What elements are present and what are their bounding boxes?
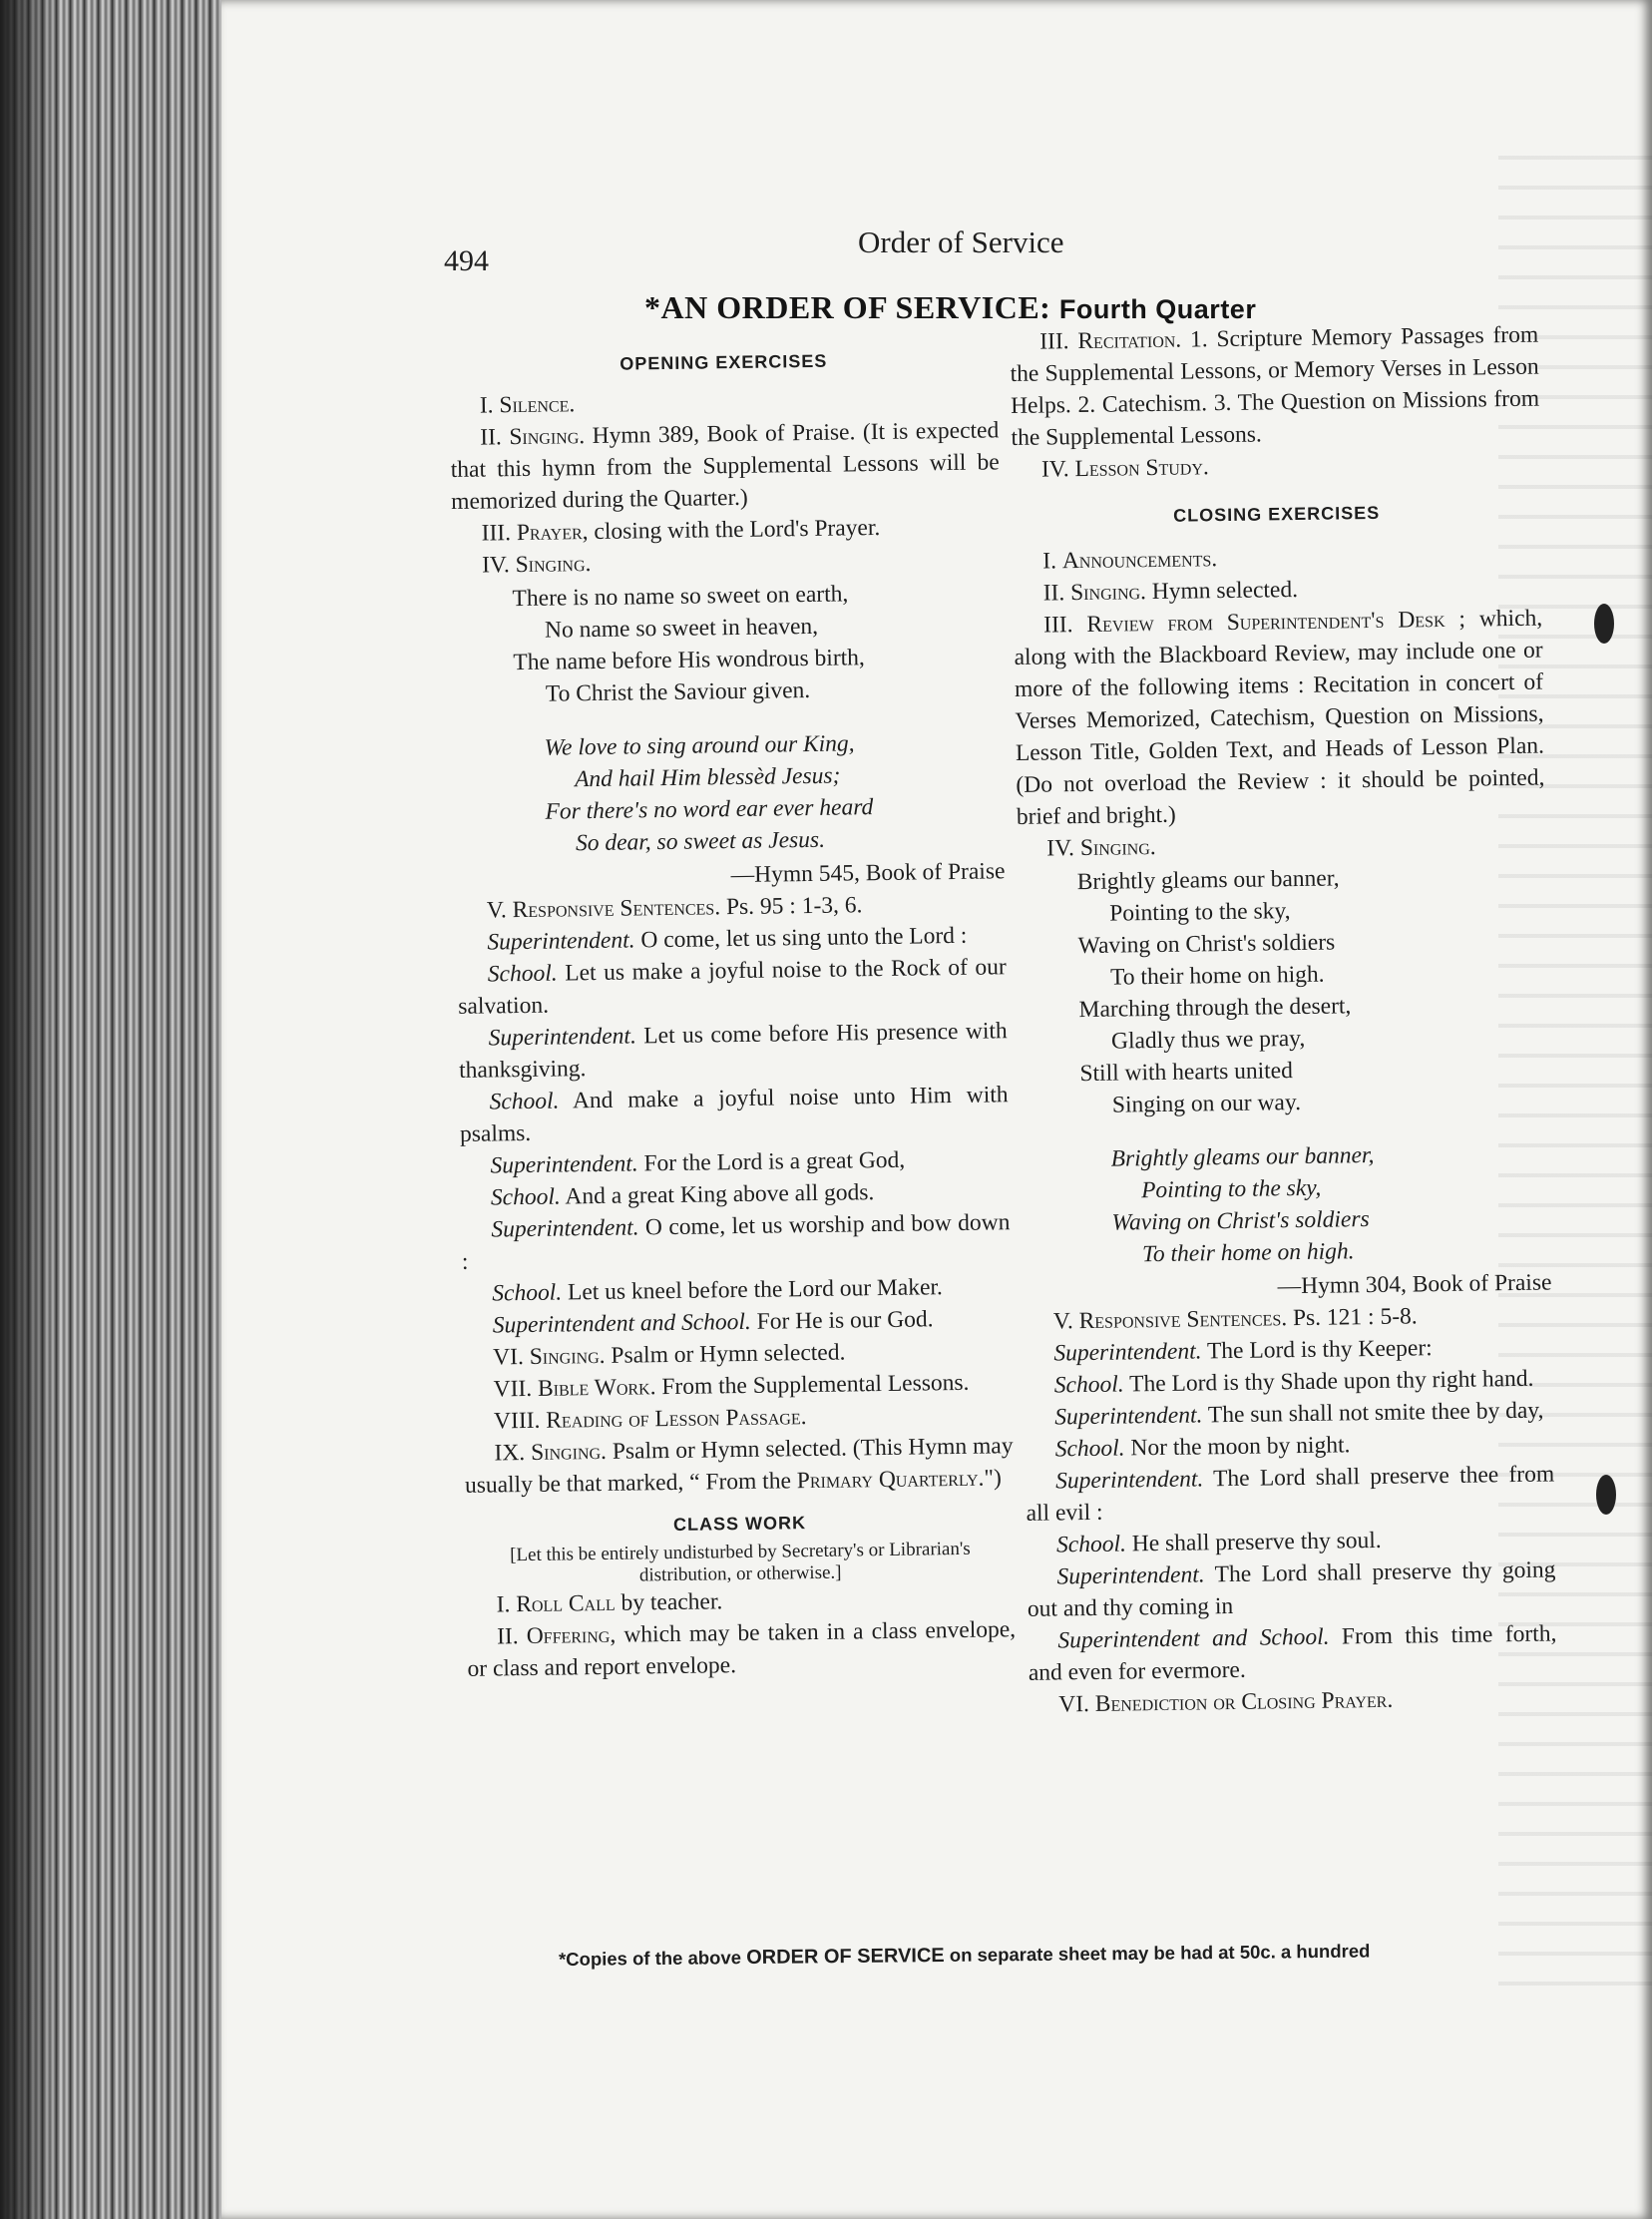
item-announcements: I. Announcements. [1042, 546, 1218, 575]
item-bible-work: VII. Bible Work. From the Supplemental Lessons. [493, 1369, 970, 1403]
response-line: School. Let us make a joyful noise to the Rock of our salvation. [458, 954, 1007, 1020]
item-silence: I. Silence. [479, 391, 576, 419]
item-roll-call: I. Roll Call by teacher. [496, 1588, 723, 1618]
response-line: Superintendent. The Lord shall preserve thee from all evil : [1026, 1461, 1555, 1527]
hymn-attribution: —Hymn 304, Book of Praise [1277, 1269, 1552, 1300]
hymn-attribution: —Hymn 545, Book of Praise [730, 858, 1006, 889]
item-review: III. Review from Superintendent's Desk ; which, along with the Blackboard Review, may include one or more of the following items : Recitation in concert of Verses Memorized, Catechism, Question on Missions, Lesson Title, Golden Text, and Heads of Lesson Plan. (Do not overload the Review : it should be pointed, brief and bright.) [1014, 605, 1545, 830]
opening-exercises-heading: OPENING EXERCISES [620, 350, 828, 374]
book-page-edges [0, 0, 229, 2219]
response-line: School. Nor the moon by night. [1054, 1432, 1351, 1463]
response-line: Superintendent. O come, let us worship and bow down : [461, 1209, 1011, 1275]
item-prayer: III. Prayer, closing with the Lord's Prayer. [481, 514, 881, 547]
right-column [1010, 319, 1557, 1721]
response-line: Superintendent. For the Lord is a great God, [490, 1146, 906, 1179]
item-closing-singing-1: II. Singing. Hymn selected. [1042, 576, 1299, 607]
item-reading: VIII. Reading of Lesson Passage. [493, 1404, 807, 1435]
response-line: School. And a great King above all gods. [490, 1179, 875, 1211]
class-work-heading: CLASS WORK [672, 1513, 807, 1535]
running-head: Order of Service [858, 224, 1064, 259]
hymn-chorus: Brightly gleams our banner, Pointing to the sky, Waving on Christ's soldiers To their home on high. [1110, 1141, 1375, 1268]
item-recitation: III. Recitation. 1. Scripture Memory Passages from the Supplemental Lessons, or Memory Verses in Lesson Helps. 2. Catechism. 3. The Question on Missions from the Supplemental Lessons. [1010, 321, 1540, 451]
title-sub: Fourth Quarter [1058, 294, 1257, 324]
item-responsive-sentences: V. Responsive Sentences. Ps. 95 : 1-3, 6. [486, 892, 863, 924]
response-line: School. And make a joyful noise unto Him with psalms. [459, 1082, 1009, 1147]
closing-exercises-heading: CLOSING EXERCISES [1172, 502, 1381, 526]
response-line: Superintendent. Let us come before His presence with thanksgiving. [458, 1018, 1008, 1084]
response-line: Superintendent and School. From this time forth, and even for evermore. [1028, 1620, 1557, 1686]
response-line: School. Let us kneel before the Lord our Maker. [492, 1274, 944, 1307]
binding-hole-bottom [1596, 1475, 1616, 1515]
item-closing-responsive: V. Responsive Sentences. Ps. 121 : 5-8. [1052, 1303, 1418, 1335]
item-singing-4: IX. Singing. Psalm or Hymn selected. (This Hymn may usually be that marked, “ From the Primary Quarterly.") [464, 1433, 1014, 1499]
item-lesson-study: IV. Lesson Study. [1040, 454, 1210, 483]
item-closing-singing-2: IV. Singing. [1046, 834, 1156, 862]
item-offering: II. Offering, which may be taken in a class envelope, or class and report envelope. [467, 1616, 1017, 1682]
left-column [449, 336, 1017, 1685]
response-line: Superintendent. The Lord shall preserve thy going out and thy coming in [1027, 1556, 1556, 1622]
response-line: Superintendent. The Lord is thy Keeper: [1053, 1335, 1433, 1367]
hymn-verse: Brightly gleams our banner, Pointing to the sky, Waving on Christ's soldiers To their home on high. Marching through the desert, Gladly thus we pray, Still with hearts united Singing on our way. [1076, 865, 1352, 1118]
response-line: Superintendent. The sun shall not smite thee by day, [1054, 1397, 1544, 1431]
item-singing-1: II. Singing. Hymn 389, Book of Praise. (It is expected that this hymn from the Supplemental Lessons will be memorized during the Quarter.) [450, 417, 1000, 515]
hymn-verse: There is no name so sweet on earth, No name so sweet in heaven, The name before His wondrous birth, To Christ the Saviour given. [512, 581, 866, 707]
item-singing-2: IV. Singing. [481, 551, 592, 579]
page-title [644, 289, 1423, 326]
item-benediction: VI. Benediction or Closing Prayer. [1058, 1686, 1394, 1718]
class-work-note: [Let this be entirely undisturbed by Secretary's or Librarian's distribution, or otherwise.] [509, 1538, 971, 1586]
title-main: *AN ORDER OF SERVICE: [644, 289, 1051, 325]
response-line: Superintendent. O come, let us sing unto the Lord : [487, 922, 968, 956]
response-line: School. The Lord is thy Shade upon thy right hand. [1053, 1365, 1534, 1399]
binding-hole-top [1594, 604, 1614, 644]
item-singing-3: VI. Singing. Psalm or Hymn selected. [493, 1339, 846, 1371]
response-line: Superintendent and School. For He is our God. [492, 1306, 934, 1339]
response-line: School. He shall preserve thy soul. [1055, 1527, 1382, 1558]
page-number: 494 [444, 244, 489, 277]
hymn-chorus: We love to sing around our King, And hail Him blessèd Jesus; For there's no word ear ever heard So dear, so sweet as Jesus. [544, 730, 874, 857]
footnote: *Copies of the above ORDER OF SERVICE on separate sheet may be had at 50c. a hundred [558, 1940, 1371, 1971]
